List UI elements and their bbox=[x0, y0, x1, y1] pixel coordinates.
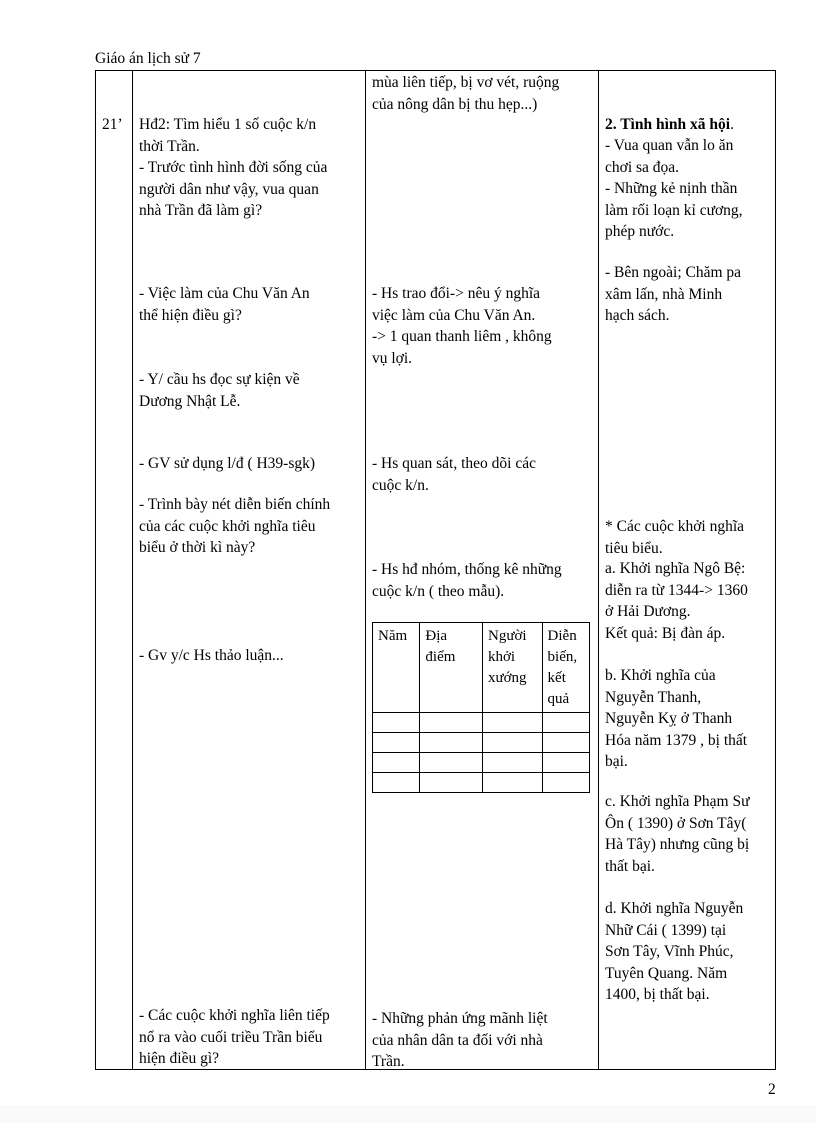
teacher-activity-conclusion: - Các cuộc khởi nghĩa liên tiếp nổ ra vào cuối triều Trần biểu hiện điều gì? bbox=[139, 1007, 330, 1067]
mini-header-leader: Người khởi xướng bbox=[482, 623, 542, 713]
student-activity-discuss: - Hs trao đổi-> nêu ý nghĩa việc làm của Chu Văn An. -> 1 quan thanh liêm , không vụ lợi. bbox=[372, 285, 552, 367]
teacher-activity-uprisings: - Trình bày nét diễn biến chính của các cuộc khởi nghĩa tiêu biểu ở thời kì này? bbox=[139, 496, 331, 556]
teacher-activity-discussion: - Gv y/c Hs thảo luận... bbox=[139, 647, 284, 664]
content-uprising-a: a. Khởi nghĩa Ngô Bệ: diễn ra từ 1344-> 1360 ở Hải Dương. Kết quả: Bị đàn áp. bbox=[605, 560, 748, 642]
time-cell: 21’ bbox=[102, 116, 123, 133]
mini-header-year: Năm bbox=[373, 623, 420, 713]
section-heading-period: . bbox=[730, 116, 734, 133]
page-number: 2 bbox=[768, 1081, 776, 1098]
mini-header-place: Địa điểm bbox=[420, 623, 483, 713]
teacher-activity-hd2: Hđ2: Tìm hiểu 1 số cuộc k/n thời Trần. - Trước tình hình đời sống của người dân như vậy, vua quan nhà Trần đã làm gì? bbox=[139, 116, 328, 219]
uprisings-template-table bbox=[372, 622, 590, 793]
teacher-activity-chu-van-an: - Việc làm của Chu Văn An thể hiện điều gì? bbox=[139, 285, 310, 324]
section-heading-text: 2. Tình hình xã hội bbox=[605, 116, 731, 133]
student-activity-observe: - Hs quan sát, theo dõi các cuộc k/n. bbox=[372, 455, 536, 494]
mini-header-result: Diễn biến, kết quả bbox=[542, 623, 589, 713]
document-header: Giáo án lịch sử 7 bbox=[95, 50, 201, 67]
mini-table-row bbox=[373, 753, 590, 773]
content-outside: - Bên ngoài; Chăm pa xâm lấn, nhà Minh hạch sách. bbox=[605, 264, 742, 324]
student-activity-group: - Hs hđ nhóm, thống kê những cuộc k/n ( theo mẫu). bbox=[372, 561, 562, 600]
mini-table-row bbox=[373, 733, 590, 753]
student-activity-intro: mùa liên tiếp, bị vơ vét, ruộng của nông dân bị thu hẹp...) bbox=[372, 74, 560, 113]
page-bottom-edge bbox=[0, 1105, 816, 1123]
column-divider-1 bbox=[132, 70, 133, 1070]
content-uprising-c: c. Khởi nghĩa Phạm Sư Ôn ( 1390) ở Sơn Tây( Hà Tây) nhưng cũng bị thất bại. bbox=[605, 793, 750, 875]
teacher-activity-duong-nhat-le: - Y/ cầu hs đọc sự kiện về Dương Nhật Lễ. bbox=[139, 371, 300, 410]
teacher-activity-map: - GV sử dụng l/đ ( H39-sgk) bbox=[139, 455, 316, 472]
content-uprising-d: d. Khởi nghĩa Nguyễn Nhữ Cái ( 1399) tại Sơn Tây, Vĩnh Phúc, Tuyên Quang. Năm 1400, bị thất bại. bbox=[605, 900, 744, 1003]
content-uprising-b: b. Khởi nghĩa của Nguyễn Thanh, Nguyễn Kỵ ở Thanh Hóa năm 1379 , bị thất bại. bbox=[605, 667, 748, 770]
mini-table-row bbox=[373, 713, 590, 733]
section-heading bbox=[605, 114, 775, 136]
column-divider-2 bbox=[365, 70, 366, 1070]
content-uprisings-title: * Các cuộc khởi nghĩa tiêu biểu. bbox=[605, 518, 745, 557]
mini-table-row bbox=[373, 773, 590, 793]
column-divider-3 bbox=[598, 70, 599, 1070]
student-activity-conclusion: - Những phản ứng mãnh liệt của nhân dân ta đối với nhà Trần. bbox=[372, 1010, 548, 1070]
content-intro: - Vua quan vẫn lo ăn chơi sa đọa. - Những kẻ nịnh thần làm rối loạn kỉ cương, phép nước. bbox=[605, 137, 743, 240]
